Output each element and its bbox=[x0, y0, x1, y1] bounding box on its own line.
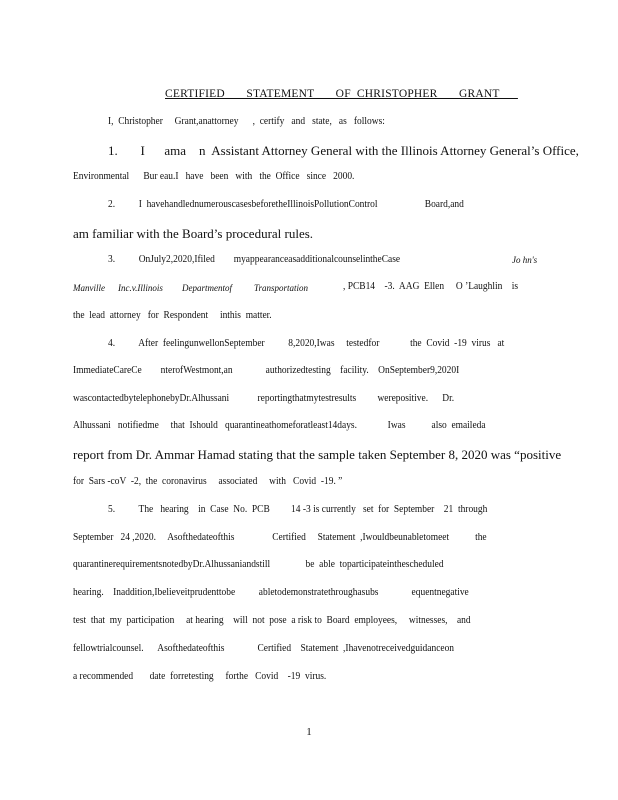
para5-line5: test that my participation at hearing will not pose a risk to Board employees, witnesses, and bbox=[73, 615, 471, 626]
para5-line2: September 24 ,2020. Asofthedateofthis Certified Statement ,Iwouldbeunabletomeet the bbox=[73, 532, 487, 543]
para3-case-part-1: Manville bbox=[73, 283, 105, 293]
para5-line7: a recommended date forretesting forthe Covid -19 virus. bbox=[73, 671, 327, 682]
para3-line1: 3. OnJuly2,2020,Ifiled myappearanceasadditionalcounselintheCase bbox=[108, 254, 401, 265]
para4-line2: ImmediateCareCe nterofWestmont,an authorizedtesting facility. OnSeptember9,2020I bbox=[73, 365, 460, 376]
para5-line1: 5. The hearing in Case No. PCB 14 -3 is currently set for September 21 through bbox=[108, 504, 488, 515]
para5-line4: hearing. Inaddition,Ibelieveitprudenttobe abletodemonstratethroughasubs equentnegative bbox=[73, 587, 469, 598]
para2-line2: am familiar with the Board’s procedural rules. bbox=[73, 226, 314, 241]
para1-line2: Environmental Bur eau.I have been with the Office since 2000. bbox=[73, 171, 355, 182]
para4-line3: wascontactedbytelephonebyDr.Alhussani reportingthatmytestresults werepositive. Dr. bbox=[73, 393, 455, 404]
intro-line: I, Christopher Grant,anattorney , certify and state, as follows: bbox=[108, 116, 385, 127]
para5-line3: quarantinerequirementsnotedbyDr.Alhussaniandstill be able toparticipateinthescheduled bbox=[73, 559, 444, 570]
para4-line6: for Sars -coV -2, the coronavirus associated with Covid -19. ” bbox=[73, 476, 343, 487]
para3-line3: the lead attorney for Respondent inthis matter. bbox=[73, 310, 272, 321]
para3-case-part-2: Inc.v.Illinois bbox=[118, 283, 163, 293]
para3-case-name-start: Jo hn's bbox=[512, 255, 538, 265]
page-number: 1 bbox=[306, 726, 312, 738]
para3-line2-rest: , PCB14 -3. AAG Ellen O ’Laughlin is bbox=[343, 281, 519, 292]
para3-case-part-3: Departmentof bbox=[182, 283, 232, 293]
para2-line1: 2. I havehandlednumerouscasesbeforetheIllinoisPollutionControl Board,and bbox=[108, 199, 464, 210]
para4-line4: Alhussani notifiedme that Ishould quarantineathomeforatleast14days. Iwas also emaileda bbox=[73, 420, 486, 431]
para4-line1: 4. After feelingunwellonSeptember 8,2020,Iwas testedfor the Covid -19 virus at bbox=[108, 338, 505, 349]
para5-line6: fellowtrialcounsel. Asofthedateofthis Certified Statement ,Ihavenotreceivedguidanceon bbox=[73, 643, 455, 654]
document-title: CERTIFIED STATEMENT OF CHRISTOPHER GRANT bbox=[165, 88, 518, 100]
para4-line5: report from Dr. Ammar Hamad stating that the sample taken September 8, 2020 was “positive bbox=[73, 447, 562, 462]
para3-case-part-4: Transportation bbox=[254, 283, 309, 293]
para1-line1: 1. I ama n Assistant Attorney General with the Illinois Attorney General’s Office, bbox=[108, 143, 579, 158]
